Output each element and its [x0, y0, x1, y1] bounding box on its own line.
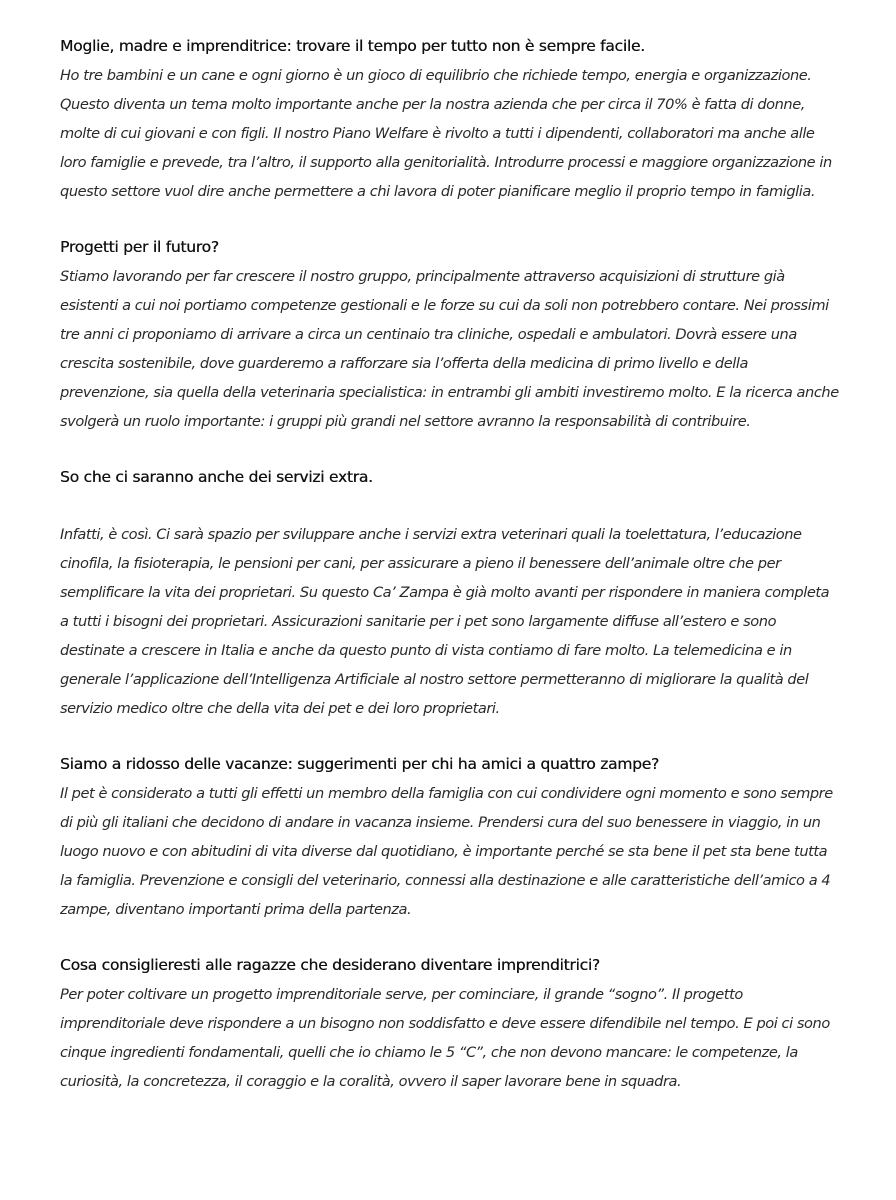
interview-question: Moglie, madre e imprenditrice: trovare il tempo per tutto non è sempre facile.	[60, 37, 645, 55]
interview-section	[60, 750, 840, 924]
interview-answer: Il pet è considerato a tutti gli effetti un membro della famiglia con cui condividere ogni momento e sono sempre di più gli italiani che decidono di andare in vacanza insieme. Prendersi cura del suo benessere in viaggio, in un luogo nuovo e con abitudini di vita diverse dal quotidiano, è importante perché se sta bene il pet sta bene tutta la famiglia. Prevenzione e consigli del veterinario, connessi alla destinazione e alle caratteristiche dell’amico a 4 zampe, diventano importanti prima della partenza.	[60, 785, 833, 918]
interview-answer: Ho tre bambini e un cane e ogni giorno è un gioco di equilibrio che richiede tempo, energia e organizzazione. Questo diventa un tema molto importante anche per la nostra azienda che per circa il 70% è fatta di donne, molte di cui giovani e con figli. Il nostro Piano Welfare è rivolto a tutti i dipendenti, collaboratori ma anche alle loro famiglie e prevede, tra l’altro, il supporto alla genitorialità. Introdurre processi e maggiore organizzazione in questo settore vuol dire anche permettere a chi lavora di poter pianificare meglio il proprio tempo in famiglia.	[60, 67, 832, 200]
interview-question: Siamo a ridosso delle vacanze: suggerimenti per chi ha amici a quattro zampe?	[60, 755, 659, 773]
interview-question: Progetti per il futuro?	[60, 238, 219, 256]
interview-section	[60, 32, 840, 206]
interview-section	[60, 951, 840, 1096]
interview-section	[60, 233, 840, 436]
interview-answer: Stiamo lavorando per far crescere il nostro gruppo, principalmente attraverso acquisizioni di strutture già esistenti a cui noi portiamo competenze gestionali e le forze su cui da soli non potrebbero contare. Nei prossimi tre anni ci proponiamo di arrivare a circa un centinaio tra cliniche, ospedali e ambulatori. Dovrà essere una crescita sostenibile, dove guarderemo a rafforzare sia l’offerta della medicina di primo livello e della prevenzione, sia quella della veterinaria specialistica: in entrambi gli ambiti investiremo molto. E la ricerca anche svolgerà un ruolo importante: i gruppi più grandi nel settore avranno la responsabilità di contribuire.	[60, 268, 839, 430]
interview-answer: Infatti, è così. Ci sarà spazio per sviluppare anche i servizi extra veterinari quali la toelettatura, l’educazione cinofila, la fisioterapia, le pensioni per cani, per assicurare a pieno il benessere dell’animale oltre che per semplificare la vita dei proprietari. Su questo Ca’ Zampa è già molto avanti per rispondere in maniera completa a tutti i bisogni dei proprietari. Assicurazioni sanitarie per i pet sono largamente diffuse all’estero e sono destinate a crescere in Italia e anche da questo punto di vista contiamo di fare molto. La telemedicina e in generale l’applicazione dell’Intelligenza Artificiale al nostro settore permetteranno di migliorare la qualità del servizio medico oltre che della vita dei pet e dei loro proprietari.	[60, 526, 830, 717]
interview-section	[60, 463, 840, 723]
interview-question: Cosa consiglieresti alle ragazze che desiderano diventare imprenditrici?	[60, 956, 600, 974]
interview-question: So che ci saranno anche dei servizi extra.	[60, 468, 373, 486]
interview-answer: Per poter coltivare un progetto imprenditoriale serve, per cominciare, il grande “sogno”. Il progetto imprenditoriale deve rispondere a un bisogno non soddisfatto e deve essere difendibile nel tempo. E poi ci sono cinque ingredienti fondamentali, quelli che io chiamo le 5 “C”, che non devono mancare: le competenze, la curiosità, la concretezza, il coraggio e la coralità, ovvero il saper lavorare bene in squadra.	[60, 986, 830, 1090]
article-body	[60, 32, 840, 1123]
